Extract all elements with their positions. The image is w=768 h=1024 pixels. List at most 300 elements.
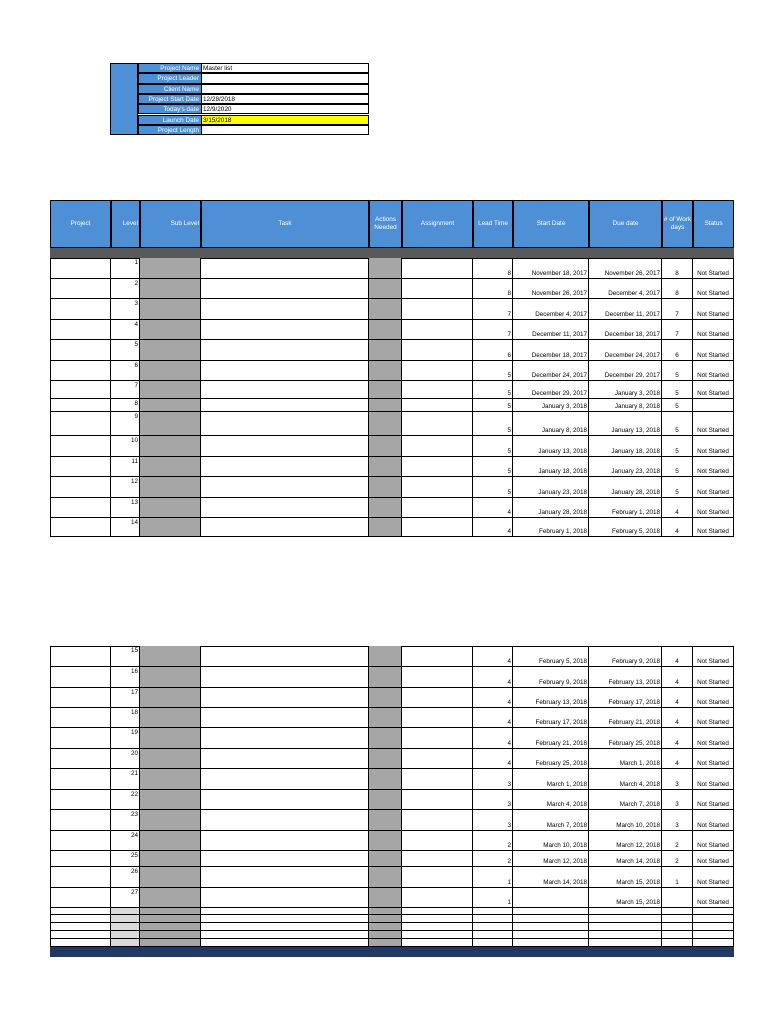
actions-needed-cell[interactable] xyxy=(369,923,402,930)
due-date-cell[interactable]: March 7, 2018 xyxy=(589,790,662,809)
assignment-cell[interactable] xyxy=(402,477,473,497)
assignment-cell[interactable] xyxy=(402,518,473,536)
lead-time-cell[interactable]: 4 xyxy=(473,646,513,666)
level-cell[interactable]: 6 xyxy=(111,361,140,380)
level-cell[interactable]: 1 xyxy=(111,258,140,278)
actions-needed-cell[interactable] xyxy=(369,939,402,946)
task-cell[interactable] xyxy=(201,908,369,914)
task-cell[interactable] xyxy=(201,299,369,319)
level-cell[interactable]: 2 xyxy=(111,279,140,298)
start-date-cell[interactable]: February 1, 2018 xyxy=(513,518,589,536)
work-days-cell[interactable]: 4 xyxy=(662,667,693,687)
assignment-cell[interactable] xyxy=(402,923,473,930)
task-cell[interactable] xyxy=(201,708,369,727)
work-days-cell[interactable]: 4 xyxy=(662,749,693,768)
level-cell[interactable]: 19 xyxy=(111,728,140,748)
level-cell[interactable]: 7 xyxy=(111,381,140,398)
start-date-cell[interactable]: December 4, 2017 xyxy=(513,299,589,319)
lead-time-cell[interactable]: 3 xyxy=(473,790,513,809)
work-days-cell[interactable]: 4 xyxy=(662,708,693,727)
sub-level-cell[interactable] xyxy=(140,688,201,707)
due-date-cell[interactable]: December 11, 2017 xyxy=(589,299,662,319)
actions-needed-cell[interactable] xyxy=(369,436,402,456)
lead-time-cell[interactable]: 8 xyxy=(473,279,513,298)
project-cell[interactable] xyxy=(50,381,111,398)
due-date-cell[interactable]: February 1, 2018 xyxy=(589,498,662,517)
lead-time-cell[interactable]: 5 xyxy=(473,457,513,476)
start-date-cell[interactable]: March 10, 2018 xyxy=(513,831,589,850)
project-cell[interactable] xyxy=(50,708,111,727)
due-date-cell[interactable]: January 3, 2018 xyxy=(589,381,662,398)
lead-time-cell[interactable]: 5 xyxy=(473,361,513,380)
due-date-cell[interactable]: January 23, 2018 xyxy=(589,457,662,476)
lead-time-cell[interactable] xyxy=(473,915,513,922)
project-cell[interactable] xyxy=(50,831,111,850)
status-cell[interactable]: Not Started xyxy=(693,477,734,497)
due-date-cell[interactable]: February 13, 2018 xyxy=(589,667,662,687)
sub-level-cell[interactable] xyxy=(140,457,201,476)
assignment-cell[interactable] xyxy=(402,646,473,666)
start-date-cell[interactable]: December 29, 2017 xyxy=(513,381,589,398)
sub-level-cell[interactable] xyxy=(140,769,201,789)
assignment-cell[interactable] xyxy=(402,688,473,707)
assignment-cell[interactable] xyxy=(402,769,473,789)
lead-time-cell[interactable]: 3 xyxy=(473,810,513,830)
start-date-cell[interactable]: November 26, 2017 xyxy=(513,279,589,298)
project-cell[interactable] xyxy=(50,915,111,922)
sub-level-cell[interactable] xyxy=(140,888,201,907)
lead-time-cell[interactable]: 1 xyxy=(473,888,513,907)
lead-time-cell[interactable]: 5 xyxy=(473,436,513,456)
start-date-cell[interactable]: February 13, 2018 xyxy=(513,688,589,707)
work-days-cell[interactable]: 3 xyxy=(662,769,693,789)
status-cell[interactable] xyxy=(693,931,734,938)
project-cell[interactable] xyxy=(50,888,111,907)
work-days-cell[interactable]: 5 xyxy=(662,381,693,398)
sub-level-cell[interactable] xyxy=(140,851,201,866)
level-cell[interactable]: 14 xyxy=(111,518,140,536)
level-cell[interactable]: 12 xyxy=(111,477,140,497)
project-cell[interactable] xyxy=(50,646,111,666)
status-cell[interactable]: Not Started xyxy=(693,320,734,339)
project-cell[interactable] xyxy=(50,518,111,536)
work-days-cell[interactable]: 5 xyxy=(662,436,693,456)
actions-needed-cell[interactable] xyxy=(369,279,402,298)
lead-time-cell[interactable]: 5 xyxy=(473,477,513,497)
lead-time-cell[interactable]: 1 xyxy=(473,867,513,887)
start-date-cell[interactable]: January 3, 2018 xyxy=(513,399,589,411)
task-cell[interactable] xyxy=(201,790,369,809)
sub-level-cell[interactable] xyxy=(140,923,201,930)
status-cell[interactable] xyxy=(693,915,734,922)
start-date-cell[interactable]: March 7, 2018 xyxy=(513,810,589,830)
status-cell[interactable]: Not Started xyxy=(693,688,734,707)
status-cell[interactable]: Not Started xyxy=(693,867,734,887)
project-cell[interactable] xyxy=(50,667,111,687)
status-cell[interactable] xyxy=(693,923,734,930)
sub-level-cell[interactable] xyxy=(140,498,201,517)
actions-needed-cell[interactable] xyxy=(369,518,402,536)
status-cell[interactable]: Not Started xyxy=(693,457,734,476)
sub-level-cell[interactable] xyxy=(140,667,201,687)
project-cell[interactable] xyxy=(50,728,111,748)
task-cell[interactable] xyxy=(201,320,369,339)
task-cell[interactable] xyxy=(201,915,369,922)
start-date-cell[interactable] xyxy=(513,923,589,930)
sub-level-cell[interactable] xyxy=(140,299,201,319)
project-cell[interactable] xyxy=(50,498,111,517)
actions-needed-cell[interactable] xyxy=(369,931,402,938)
assignment-cell[interactable] xyxy=(402,708,473,727)
level-cell[interactable]: 13 xyxy=(111,498,140,517)
level-cell[interactable]: 4 xyxy=(111,320,140,339)
due-date-cell[interactable]: February 17, 2018 xyxy=(589,688,662,707)
assignment-cell[interactable] xyxy=(402,908,473,914)
status-cell[interactable]: Not Started xyxy=(693,769,734,789)
due-date-cell[interactable]: December 4, 2017 xyxy=(589,279,662,298)
start-date-cell[interactable]: December 18, 2017 xyxy=(513,340,589,360)
status-cell[interactable]: Not Started xyxy=(693,279,734,298)
status-cell[interactable]: Not Started xyxy=(693,888,734,907)
lead-time-cell[interactable] xyxy=(473,931,513,938)
due-date-cell[interactable] xyxy=(589,908,662,914)
work-days-cell[interactable]: 7 xyxy=(662,320,693,339)
status-cell[interactable]: Not Started xyxy=(693,518,734,536)
task-cell[interactable] xyxy=(201,477,369,497)
status-cell[interactable]: Not Started xyxy=(693,299,734,319)
work-days-cell[interactable]: 3 xyxy=(662,810,693,830)
due-date-cell[interactable] xyxy=(589,939,662,946)
due-date-cell[interactable]: January 8, 2018 xyxy=(589,399,662,411)
actions-needed-cell[interactable] xyxy=(369,399,402,411)
project-cell[interactable] xyxy=(50,412,111,435)
work-days-cell[interactable]: 8 xyxy=(662,258,693,278)
project-info-value[interactable]: Master list xyxy=(201,63,369,73)
status-cell[interactable]: Not Started xyxy=(693,646,734,666)
level-cell[interactable]: 17 xyxy=(111,688,140,707)
level-cell[interactable] xyxy=(111,939,140,946)
actions-needed-cell[interactable] xyxy=(369,851,402,866)
start-date-cell[interactable]: February 21, 2018 xyxy=(513,728,589,748)
assignment-cell[interactable] xyxy=(402,381,473,398)
project-cell[interactable] xyxy=(50,923,111,930)
start-date-cell[interactable]: March 14, 2018 xyxy=(513,867,589,887)
level-cell[interactable] xyxy=(111,931,140,938)
work-days-cell[interactable]: 4 xyxy=(662,646,693,666)
actions-needed-cell[interactable] xyxy=(369,708,402,727)
actions-needed-cell[interactable] xyxy=(369,457,402,476)
assignment-cell[interactable] xyxy=(402,851,473,866)
due-date-cell[interactable]: February 25, 2018 xyxy=(589,728,662,748)
work-days-cell[interactable] xyxy=(662,908,693,914)
work-days-cell[interactable]: 3 xyxy=(662,790,693,809)
start-date-cell[interactable]: November 18, 2017 xyxy=(513,258,589,278)
project-cell[interactable] xyxy=(50,279,111,298)
project-cell[interactable] xyxy=(50,299,111,319)
actions-needed-cell[interactable] xyxy=(369,908,402,914)
lead-time-cell[interactable]: 6 xyxy=(473,340,513,360)
start-date-cell[interactable]: February 17, 2018 xyxy=(513,708,589,727)
work-days-cell[interactable]: 5 xyxy=(662,361,693,380)
level-cell[interactable]: 22 xyxy=(111,790,140,809)
level-cell[interactable] xyxy=(111,923,140,930)
actions-needed-cell[interactable] xyxy=(369,749,402,768)
actions-needed-cell[interactable] xyxy=(369,790,402,809)
assignment-cell[interactable] xyxy=(402,810,473,830)
task-cell[interactable] xyxy=(201,258,369,278)
sub-level-cell[interactable] xyxy=(140,908,201,914)
project-cell[interactable] xyxy=(50,688,111,707)
start-date-cell[interactable]: March 12, 2018 xyxy=(513,851,589,866)
project-cell[interactable] xyxy=(50,931,111,938)
work-days-cell[interactable] xyxy=(662,923,693,930)
due-date-cell[interactable]: March 1, 2018 xyxy=(589,749,662,768)
sub-level-cell[interactable] xyxy=(140,749,201,768)
level-cell[interactable]: 9 xyxy=(111,412,140,435)
level-cell[interactable]: 24 xyxy=(111,831,140,850)
work-days-cell[interactable]: 4 xyxy=(662,518,693,536)
work-days-cell[interactable]: 5 xyxy=(662,477,693,497)
task-cell[interactable] xyxy=(201,646,369,666)
lead-time-cell[interactable]: 4 xyxy=(473,749,513,768)
status-cell[interactable]: Not Started xyxy=(693,790,734,809)
level-cell[interactable] xyxy=(111,915,140,922)
actions-needed-cell[interactable] xyxy=(369,888,402,907)
task-cell[interactable] xyxy=(201,851,369,866)
actions-needed-cell[interactable] xyxy=(369,299,402,319)
work-days-cell[interactable]: 5 xyxy=(662,457,693,476)
assignment-cell[interactable] xyxy=(402,749,473,768)
project-info-value[interactable]: 12/9/2020 xyxy=(201,104,369,114)
task-cell[interactable] xyxy=(201,412,369,435)
status-cell[interactable]: Not Started xyxy=(693,258,734,278)
actions-needed-cell[interactable] xyxy=(369,412,402,435)
assignment-cell[interactable] xyxy=(402,831,473,850)
due-date-cell[interactable]: December 29, 2017 xyxy=(589,361,662,380)
start-date-cell[interactable]: February 25, 2018 xyxy=(513,749,589,768)
task-cell[interactable] xyxy=(201,931,369,938)
project-cell[interactable] xyxy=(50,361,111,380)
start-date-cell[interactable] xyxy=(513,915,589,922)
due-date-cell[interactable]: November 26, 2017 xyxy=(589,258,662,278)
start-date-cell[interactable]: December 24, 2017 xyxy=(513,361,589,380)
task-cell[interactable] xyxy=(201,436,369,456)
level-cell[interactable] xyxy=(111,908,140,914)
assignment-cell[interactable] xyxy=(402,279,473,298)
task-cell[interactable] xyxy=(201,340,369,360)
sub-level-cell[interactable] xyxy=(140,340,201,360)
project-cell[interactable] xyxy=(50,908,111,914)
assignment-cell[interactable] xyxy=(402,457,473,476)
actions-needed-cell[interactable] xyxy=(369,477,402,497)
assignment-cell[interactable] xyxy=(402,728,473,748)
start-date-cell[interactable] xyxy=(513,939,589,946)
assignment-cell[interactable] xyxy=(402,867,473,887)
sub-level-cell[interactable] xyxy=(140,258,201,278)
work-days-cell[interactable] xyxy=(662,888,693,907)
assignment-cell[interactable] xyxy=(402,888,473,907)
lead-time-cell[interactable]: 4 xyxy=(473,518,513,536)
task-cell[interactable] xyxy=(201,831,369,850)
start-date-cell[interactable] xyxy=(513,908,589,914)
start-date-cell[interactable]: January 28, 2018 xyxy=(513,498,589,517)
level-cell[interactable]: 15 xyxy=(111,646,140,666)
status-cell[interactable]: Not Started xyxy=(693,728,734,748)
actions-needed-cell[interactable] xyxy=(369,320,402,339)
lead-time-cell[interactable]: 5 xyxy=(473,399,513,411)
sub-level-cell[interactable] xyxy=(140,810,201,830)
assignment-cell[interactable] xyxy=(402,412,473,435)
assignment-cell[interactable] xyxy=(402,361,473,380)
project-cell[interactable] xyxy=(50,939,111,946)
due-date-cell[interactable] xyxy=(589,931,662,938)
task-cell[interactable] xyxy=(201,923,369,930)
due-date-cell[interactable] xyxy=(589,915,662,922)
task-cell[interactable] xyxy=(201,518,369,536)
level-cell[interactable]: 5 xyxy=(111,340,140,360)
assignment-cell[interactable] xyxy=(402,258,473,278)
task-cell[interactable] xyxy=(201,749,369,768)
start-date-cell[interactable]: January 13, 2018 xyxy=(513,436,589,456)
start-date-cell[interactable]: December 11, 2017 xyxy=(513,320,589,339)
lead-time-cell[interactable] xyxy=(473,908,513,914)
level-cell[interactable]: 20 xyxy=(111,749,140,768)
due-date-cell[interactable]: December 18, 2017 xyxy=(589,320,662,339)
project-cell[interactable] xyxy=(50,790,111,809)
sub-level-cell[interactable] xyxy=(140,381,201,398)
work-days-cell[interactable]: 2 xyxy=(662,831,693,850)
task-cell[interactable] xyxy=(201,939,369,946)
due-date-cell[interactable]: March 10, 2018 xyxy=(589,810,662,830)
due-date-cell[interactable]: March 12, 2018 xyxy=(589,831,662,850)
due-date-cell[interactable]: December 24, 2017 xyxy=(589,340,662,360)
actions-needed-cell[interactable] xyxy=(369,688,402,707)
actions-needed-cell[interactable] xyxy=(369,361,402,380)
sub-level-cell[interactable] xyxy=(140,931,201,938)
due-date-cell[interactable]: March 4, 2018 xyxy=(589,769,662,789)
work-days-cell[interactable]: 6 xyxy=(662,340,693,360)
task-cell[interactable] xyxy=(201,498,369,517)
due-date-cell[interactable] xyxy=(589,923,662,930)
lead-time-cell[interactable]: 8 xyxy=(473,258,513,278)
level-cell[interactable]: 10 xyxy=(111,436,140,456)
sub-level-cell[interactable] xyxy=(140,518,201,536)
task-cell[interactable] xyxy=(201,361,369,380)
assignment-cell[interactable] xyxy=(402,340,473,360)
start-date-cell[interactable] xyxy=(513,888,589,907)
sub-level-cell[interactable] xyxy=(140,361,201,380)
work-days-cell[interactable]: 5 xyxy=(662,412,693,435)
sub-level-cell[interactable] xyxy=(140,831,201,850)
sub-level-cell[interactable] xyxy=(140,399,201,411)
lead-time-cell[interactable]: 4 xyxy=(473,708,513,727)
status-cell[interactable]: Not Started xyxy=(693,810,734,830)
actions-needed-cell[interactable] xyxy=(369,646,402,666)
lead-time-cell[interactable]: 5 xyxy=(473,412,513,435)
project-cell[interactable] xyxy=(50,399,111,411)
project-cell[interactable] xyxy=(50,867,111,887)
lead-time-cell[interactable] xyxy=(473,923,513,930)
sub-level-cell[interactable] xyxy=(140,728,201,748)
status-cell[interactable]: Not Started xyxy=(693,381,734,398)
task-cell[interactable] xyxy=(201,867,369,887)
sub-level-cell[interactable] xyxy=(140,646,201,666)
assignment-cell[interactable] xyxy=(402,939,473,946)
due-date-cell[interactable]: January 28, 2018 xyxy=(589,477,662,497)
assignment-cell[interactable] xyxy=(402,790,473,809)
project-info-value[interactable] xyxy=(201,73,369,83)
project-cell[interactable] xyxy=(50,340,111,360)
lead-time-cell[interactable]: 7 xyxy=(473,320,513,339)
due-date-cell[interactable]: March 14, 2018 xyxy=(589,851,662,866)
status-cell[interactable]: Not Started xyxy=(693,340,734,360)
level-cell[interactable]: 18 xyxy=(111,708,140,727)
status-cell[interactable] xyxy=(693,908,734,914)
project-cell[interactable] xyxy=(50,769,111,789)
start-date-cell[interactable]: February 5, 2018 xyxy=(513,646,589,666)
due-date-cell[interactable]: February 21, 2018 xyxy=(589,708,662,727)
level-cell[interactable]: 8 xyxy=(111,399,140,411)
status-cell[interactable]: Not Started xyxy=(693,498,734,517)
sub-level-cell[interactable] xyxy=(140,477,201,497)
actions-needed-cell[interactable] xyxy=(369,498,402,517)
actions-needed-cell[interactable] xyxy=(369,728,402,748)
due-date-cell[interactable]: March 15, 2018 xyxy=(589,888,662,907)
lead-time-cell[interactable]: 7 xyxy=(473,299,513,319)
start-date-cell[interactable]: March 4, 2018 xyxy=(513,790,589,809)
project-cell[interactable] xyxy=(50,258,111,278)
lead-time-cell[interactable]: 2 xyxy=(473,851,513,866)
work-days-cell[interactable] xyxy=(662,939,693,946)
task-cell[interactable] xyxy=(201,667,369,687)
task-cell[interactable] xyxy=(201,279,369,298)
work-days-cell[interactable] xyxy=(662,931,693,938)
task-cell[interactable] xyxy=(201,769,369,789)
status-cell[interactable]: Not Started xyxy=(693,708,734,727)
actions-needed-cell[interactable] xyxy=(369,769,402,789)
start-date-cell[interactable]: January 23, 2018 xyxy=(513,477,589,497)
status-cell[interactable]: Not Started xyxy=(693,361,734,380)
lead-time-cell[interactable]: 4 xyxy=(473,728,513,748)
actions-needed-cell[interactable] xyxy=(369,381,402,398)
project-cell[interactable] xyxy=(50,810,111,830)
due-date-cell[interactable]: February 9, 2018 xyxy=(589,646,662,666)
work-days-cell[interactable]: 5 xyxy=(662,399,693,411)
task-cell[interactable] xyxy=(201,810,369,830)
actions-needed-cell[interactable] xyxy=(369,810,402,830)
project-cell[interactable] xyxy=(50,436,111,456)
work-days-cell[interactable]: 7 xyxy=(662,299,693,319)
lead-time-cell[interactable]: 4 xyxy=(473,667,513,687)
status-cell[interactable]: Not Started xyxy=(693,749,734,768)
start-date-cell[interactable]: February 9, 2018 xyxy=(513,667,589,687)
actions-needed-cell[interactable] xyxy=(369,915,402,922)
lead-time-cell[interactable]: 4 xyxy=(473,688,513,707)
due-date-cell[interactable]: January 18, 2018 xyxy=(589,436,662,456)
assignment-cell[interactable] xyxy=(402,498,473,517)
status-cell[interactable]: Not Started xyxy=(693,436,734,456)
due-date-cell[interactable]: March 15, 2018 xyxy=(589,867,662,887)
actions-needed-cell[interactable] xyxy=(369,667,402,687)
work-days-cell[interactable]: 4 xyxy=(662,688,693,707)
project-info-value[interactable] xyxy=(201,84,369,94)
task-cell[interactable] xyxy=(201,688,369,707)
level-cell[interactable]: 27 xyxy=(111,888,140,907)
work-days-cell[interactable]: 8 xyxy=(662,279,693,298)
start-date-cell[interactable]: January 8, 2018 xyxy=(513,412,589,435)
project-cell[interactable] xyxy=(50,320,111,339)
actions-needed-cell[interactable] xyxy=(369,831,402,850)
